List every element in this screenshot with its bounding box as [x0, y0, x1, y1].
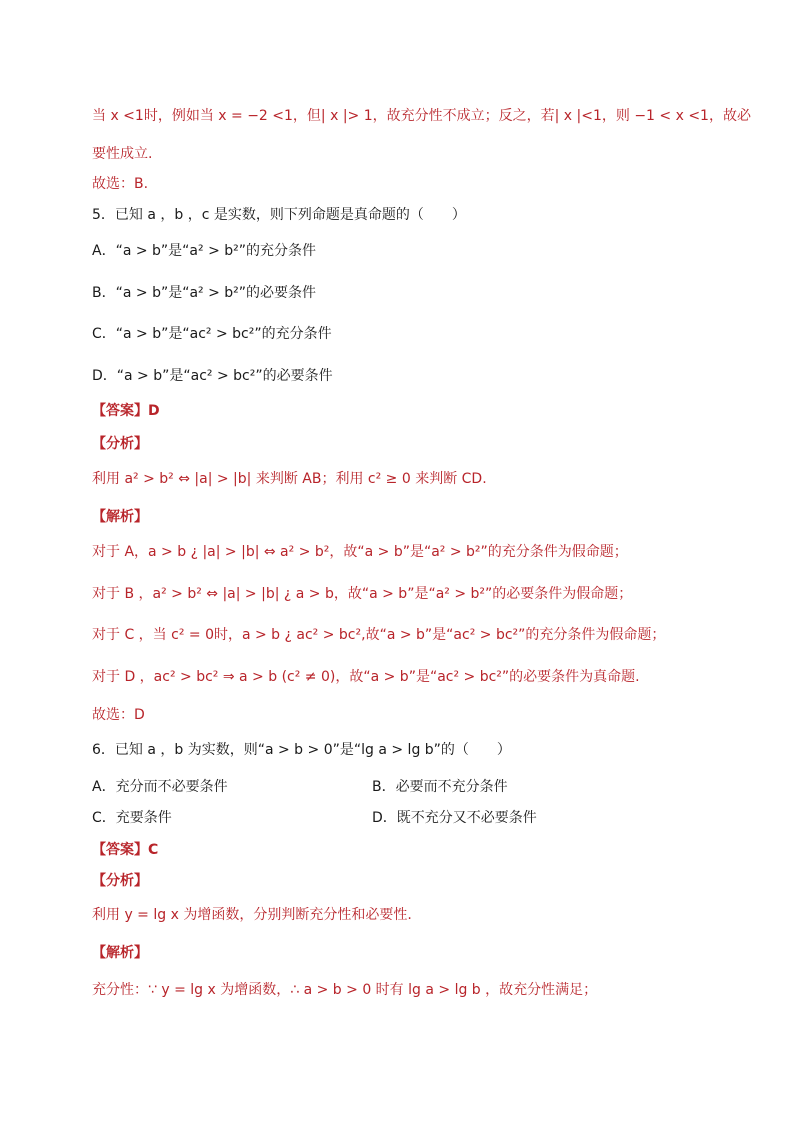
question-5-choice: 故选：D [92, 707, 145, 723]
question-5-option-d: D．“a > b”是“ac² > bc²”的必要条件 [92, 368, 333, 384]
question-6-option-c: C．充要条件 [92, 810, 172, 826]
question-5-solution-a: 对于 A，a > b ¿ |a| > |b| ⇔ a² > b²，故“a > b”是“a² > b²”的充分条件为假命题； [92, 544, 628, 560]
question-6-solution-sufficiency: 充分性：∵ y = lg x 为增函数，∴ a > b > 0 时有 lg a > lg b ，故充分性满足； [92, 982, 598, 998]
question-6-answer: 【答案】C [92, 842, 159, 858]
question-6-option-a: A．充分而不必要条件 [92, 779, 228, 795]
question-5-analysis: 利用 a² > b² ⇔ |a| > |b| 来判断 AB；利用 c² ≥ 0 来判断 CD. [92, 471, 487, 487]
question-5-option-b: B．“a > b”是“a² > b²”的必要条件 [92, 285, 317, 301]
solution-prev-choice: 故选：B. [92, 176, 149, 192]
question-6-solution-heading: 【解析】 [92, 945, 148, 961]
question-6-option-b: B．必要而不充分条件 [372, 779, 508, 795]
question-5-analysis-heading: 【分析】 [92, 436, 148, 452]
question-6-analysis-heading: 【分析】 [92, 873, 148, 889]
question-5-option-c: C．“a > b”是“ac² > bc²”的充分条件 [92, 326, 332, 342]
solution-prev-line-2: 要性成立. [92, 146, 153, 162]
question-5-solution-c: 对于 C ，当 c² = 0时，a > b ¿ ac² > bc²,故“a > b”是“ac² > bc²”的充分条件为假命题； [92, 627, 666, 643]
question-5-answer: 【答案】D [92, 403, 160, 419]
solution-prev-line-1: 当 x <1时，例如当 x = −2 <1，但| x |> 1，故充分性不成立；反之，若| x |<1，则 −1 < x <1，故必 [92, 108, 751, 124]
question-5-solution-b: 对于 B ，a² > b² ⇔ |a| > |b| ¿ a > b，故“a > b”是“a² > b²”的必要条件为假命题； [92, 586, 633, 602]
question-5-stem: 5．已知 a ，b ，c 是实数，则下列命题是真命题的（ ） [92, 207, 466, 223]
question-6-stem: 6．已知 a ，b 为实数，则“a > b > 0”是“lg a > lg b”的（ ） [92, 742, 511, 758]
question-5-solution-heading: 【解析】 [92, 509, 148, 525]
question-5-option-a: A．“a > b”是“a² > b²”的充分条件 [92, 243, 317, 259]
question-6-option-d: D．既不充分又不必要条件 [372, 810, 537, 826]
question-5-solution-d: 对于 D ，ac² > bc² ⇒ a > b (c² ≠ 0)，故“a > b”是“ac² > bc²”的必要条件为真命题. [92, 669, 640, 685]
question-6-analysis: 利用 y = lg x 为增函数，分别判断充分性和必要性. [92, 907, 412, 923]
